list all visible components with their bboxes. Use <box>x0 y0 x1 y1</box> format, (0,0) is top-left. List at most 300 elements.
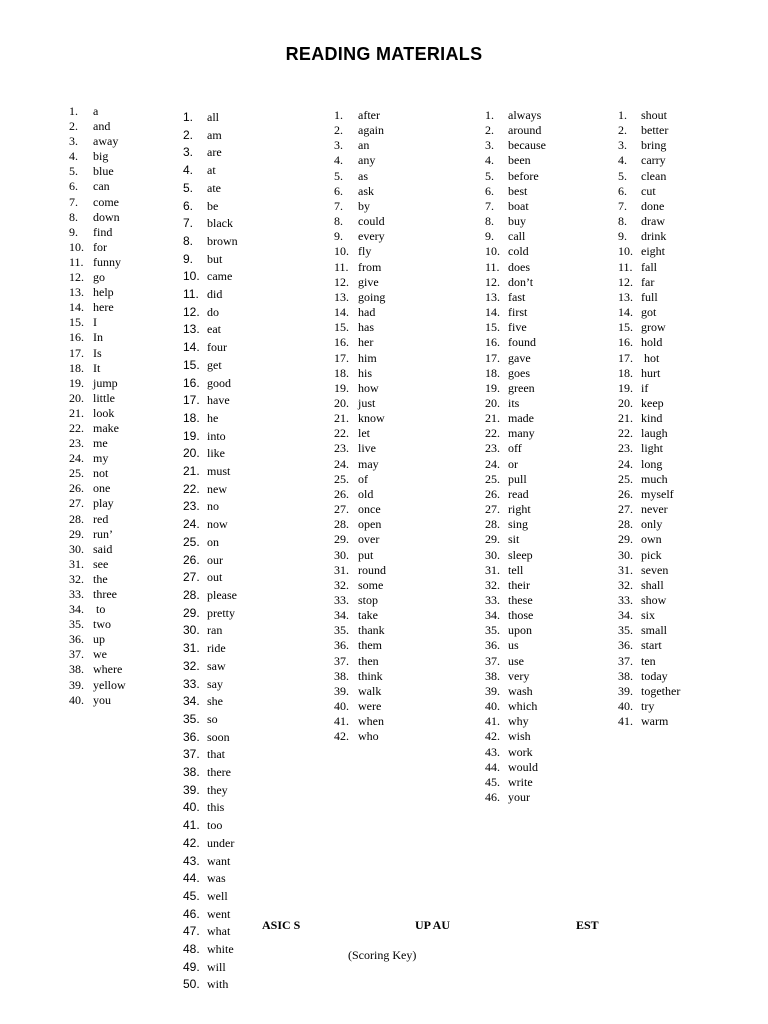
item-word: boat <box>508 198 529 213</box>
item-word: again <box>358 123 384 138</box>
word-list-item <box>485 593 546 608</box>
item-word: his <box>358 365 373 380</box>
word-list-item <box>334 426 386 441</box>
item-word: as <box>358 168 368 183</box>
item-number: 6. <box>618 183 627 198</box>
item-word: eat <box>207 322 221 337</box>
item-word: six <box>641 608 656 623</box>
word-list-item <box>485 153 546 168</box>
item-number: 28. <box>334 517 349 532</box>
item-word: where <box>93 662 123 677</box>
word-list-item <box>485 305 546 320</box>
item-number: 25. <box>334 471 349 486</box>
item-number: 39. <box>334 683 349 698</box>
word-list-item <box>183 622 238 640</box>
word-list-item <box>183 959 238 977</box>
item-number: 26. <box>618 486 633 501</box>
word-list-item <box>485 790 546 805</box>
word-list-item <box>183 941 238 959</box>
item-word: seven <box>641 562 669 577</box>
item-number: 42. <box>183 835 200 850</box>
item-word: that <box>207 747 225 762</box>
item-number: 7. <box>183 216 194 231</box>
item-word: hot <box>641 350 660 365</box>
item-word: may <box>358 456 379 471</box>
item-number: 37. <box>183 747 200 762</box>
item-number: 14. <box>69 300 84 315</box>
word-list-item <box>618 153 680 168</box>
item-word: how <box>358 380 379 395</box>
item-number: 37. <box>485 653 500 668</box>
item-word: use <box>508 653 524 668</box>
item-word: who <box>358 729 379 744</box>
word-list-item <box>485 457 546 472</box>
item-number: 16. <box>183 375 200 390</box>
item-word: hurt <box>641 365 661 380</box>
item-word: us <box>508 638 519 653</box>
item-number: 20. <box>485 395 500 410</box>
item-word: any <box>358 153 376 168</box>
word-list-item <box>334 305 386 320</box>
word-list-item <box>485 578 546 593</box>
item-word: came <box>207 269 233 284</box>
word-list-item <box>183 976 238 994</box>
word-list-item <box>69 270 126 285</box>
word-list-item <box>334 260 386 275</box>
item-word: clean <box>641 168 667 183</box>
item-number: 6. <box>69 179 78 194</box>
item-word: your <box>508 790 530 805</box>
item-number: 23. <box>334 441 349 456</box>
item-number: 31. <box>334 562 349 577</box>
word-list-item <box>183 552 238 570</box>
item-word: first <box>508 305 528 320</box>
item-number: 3. <box>334 138 343 153</box>
item-number: 6. <box>485 183 494 198</box>
item-word: find <box>93 224 113 239</box>
item-word: never <box>641 502 668 517</box>
word-list-item <box>183 251 238 269</box>
item-number: 11. <box>334 259 349 274</box>
word-list-item <box>485 108 546 123</box>
item-word: if <box>641 380 649 395</box>
word-list-item <box>485 729 546 744</box>
item-word: funny <box>93 254 121 269</box>
word-list-item <box>334 669 386 684</box>
word-list-item <box>69 693 126 708</box>
item-number: 19. <box>618 380 633 395</box>
word-list-item <box>69 602 126 617</box>
word-list-item <box>618 169 680 184</box>
item-word: must <box>207 464 231 479</box>
item-number: 5. <box>183 180 194 195</box>
item-word: walk <box>358 683 382 698</box>
item-word: right <box>508 502 531 517</box>
item-number: 1. <box>334 108 343 122</box>
word-list-item <box>334 502 386 517</box>
word-list-item <box>183 428 238 446</box>
item-number: 16. <box>334 335 349 350</box>
item-number: 27. <box>183 570 200 585</box>
word-list-item <box>618 123 680 138</box>
word-list-item <box>485 684 546 699</box>
word-list-item <box>618 244 680 259</box>
footer-heading-fragment-1: ASIC S <box>262 918 301 932</box>
item-number: 31. <box>485 562 500 577</box>
item-number: 39. <box>618 683 633 698</box>
item-number: 2. <box>485 123 494 138</box>
word-list-item <box>183 357 238 375</box>
item-word: ran <box>207 623 223 638</box>
item-number: 34. <box>334 608 349 623</box>
item-number: 46. <box>485 790 500 805</box>
item-word: there <box>207 765 231 780</box>
item-word: carry <box>641 153 666 168</box>
word-list-item <box>618 517 680 532</box>
item-number: 24. <box>618 456 633 471</box>
item-word: to <box>93 602 106 617</box>
item-number: 9. <box>334 229 343 244</box>
item-number: 33. <box>69 587 84 601</box>
item-number: 21. <box>183 464 200 479</box>
item-number: 27. <box>69 496 84 511</box>
item-word: drink <box>641 229 667 244</box>
item-word: only <box>641 517 663 532</box>
item-number: 44. <box>183 871 200 886</box>
item-word: be <box>207 198 219 213</box>
item-number: 37. <box>69 647 84 662</box>
item-word: put <box>358 547 374 562</box>
word-list-item <box>485 502 546 517</box>
item-number: 32. <box>334 577 349 592</box>
item-number: 18. <box>334 365 349 380</box>
item-number: 13. <box>618 289 633 304</box>
item-number: 10. <box>183 269 200 284</box>
word-list-item <box>183 445 238 463</box>
word-list-item <box>618 138 680 153</box>
item-word: two <box>93 617 111 632</box>
item-number: 17. <box>334 350 349 365</box>
word-list-item <box>485 260 546 275</box>
item-word: over <box>358 532 380 547</box>
word-list-item <box>618 487 680 502</box>
word-list-item <box>334 472 386 487</box>
item-word: these <box>508 593 533 607</box>
word-list-item <box>69 406 126 421</box>
word-list-item <box>485 699 546 714</box>
item-word: goes <box>508 365 530 380</box>
item-word: say <box>207 676 223 691</box>
item-number: 18. <box>485 365 500 380</box>
item-word: five <box>508 320 527 335</box>
item-word: pick <box>641 547 662 562</box>
item-word: go <box>93 270 105 285</box>
item-word: its <box>508 395 520 410</box>
item-word: on <box>207 534 219 549</box>
word-list-item <box>618 472 680 487</box>
item-word: and <box>93 119 111 134</box>
word-list-item <box>334 623 386 638</box>
word-list-item <box>334 457 386 472</box>
word-list-item <box>485 138 546 153</box>
item-number: 5. <box>618 168 627 183</box>
word-list-item <box>334 684 386 699</box>
item-word: you <box>93 692 111 707</box>
item-number: 29. <box>183 605 200 620</box>
word-list-item <box>183 835 238 853</box>
item-word: done <box>641 198 665 213</box>
item-word: away <box>93 134 119 149</box>
word-list-item <box>183 410 238 428</box>
item-word: kind <box>641 411 663 426</box>
word-list-item <box>69 240 126 255</box>
item-number: 14. <box>183 340 200 355</box>
item-number: 49. <box>183 959 200 974</box>
word-list-item <box>69 119 126 134</box>
item-word: little <box>93 390 115 405</box>
word-list-item <box>334 396 386 411</box>
item-number: 3. <box>485 138 494 153</box>
word-list-column-5 <box>618 108 680 729</box>
item-word: don’t <box>508 274 534 289</box>
item-number: 1. <box>618 108 627 122</box>
word-list-item <box>485 775 546 790</box>
item-number: 11. <box>618 259 633 274</box>
word-list-item <box>334 729 386 744</box>
item-word: went <box>207 906 231 921</box>
word-list-item <box>485 638 546 653</box>
item-number: 13. <box>69 285 84 300</box>
item-word: so <box>207 711 218 726</box>
word-list-item <box>618 593 680 608</box>
item-number: 34. <box>183 694 200 709</box>
item-number: 39. <box>183 782 200 797</box>
word-list-item <box>485 351 546 366</box>
item-number: 19. <box>69 375 84 390</box>
word-list-item <box>618 623 680 638</box>
word-list-item <box>334 411 386 426</box>
item-word: pretty <box>207 605 235 620</box>
item-word: shout <box>641 108 668 122</box>
item-word: big <box>93 149 109 164</box>
word-list-item <box>69 210 126 225</box>
word-list-item <box>183 321 238 339</box>
item-number: 15. <box>618 320 633 335</box>
item-number: 14. <box>485 305 500 320</box>
word-list-item <box>183 711 238 729</box>
item-number: 3. <box>183 145 194 160</box>
item-number: 28. <box>485 517 500 532</box>
item-number: 2. <box>618 123 627 138</box>
item-number: 7. <box>618 198 627 213</box>
item-number: 7. <box>69 194 78 209</box>
word-list-item <box>183 215 238 233</box>
item-word: found <box>508 335 536 350</box>
item-word: the <box>93 571 108 586</box>
word-list-item <box>485 532 546 547</box>
item-word: no <box>207 499 219 514</box>
word-list-item <box>485 563 546 578</box>
word-list-item <box>183 498 238 516</box>
word-list-item <box>183 587 238 605</box>
word-list-item <box>485 472 546 487</box>
word-list-item <box>183 923 238 941</box>
item-number: 4. <box>69 149 78 164</box>
item-word: eight <box>641 244 665 259</box>
word-list-item <box>485 745 546 760</box>
word-list-item <box>334 517 386 532</box>
word-list-item <box>334 244 386 259</box>
item-word: take <box>358 608 378 623</box>
word-list-item <box>183 109 238 127</box>
item-word: been <box>508 153 531 168</box>
item-number: 25. <box>69 466 84 481</box>
word-list-item <box>183 693 238 711</box>
word-list-item <box>183 658 238 676</box>
word-list-item <box>69 466 126 481</box>
item-word: had <box>358 305 376 320</box>
word-list-item <box>485 381 546 396</box>
item-number: 8. <box>183 233 194 248</box>
word-list-item <box>69 647 126 662</box>
item-word: around <box>508 123 542 138</box>
item-number: 12. <box>69 270 84 285</box>
item-word: In <box>93 330 103 345</box>
word-list-item <box>69 376 126 391</box>
word-list-item <box>334 320 386 335</box>
item-word: does <box>508 259 530 274</box>
item-number: 15. <box>485 320 500 335</box>
item-word: going <box>358 289 386 304</box>
item-number: 12. <box>618 274 633 289</box>
item-number: 24. <box>69 451 84 466</box>
item-number: 38. <box>618 668 633 683</box>
word-list-item <box>183 764 238 782</box>
item-word: has <box>358 320 374 335</box>
word-list-item <box>618 714 680 729</box>
item-word: like <box>207 446 225 461</box>
item-word: have <box>207 393 230 408</box>
item-word: many <box>508 426 535 441</box>
item-number: 38. <box>183 765 200 780</box>
item-number: 4. <box>618 153 627 168</box>
item-word: why <box>508 714 529 729</box>
item-word: today <box>641 668 668 683</box>
item-word: shall <box>641 577 664 592</box>
item-word: bring <box>641 138 667 153</box>
item-word: small <box>641 623 667 638</box>
item-number: 32. <box>485 577 500 592</box>
word-list-item <box>183 180 238 198</box>
item-word: read <box>508 486 529 501</box>
word-list-item <box>485 214 546 229</box>
item-number: 20. <box>618 395 633 410</box>
item-word: pull <box>508 471 527 486</box>
item-number: 38. <box>334 668 349 683</box>
item-word: those <box>508 608 534 623</box>
item-number: 32. <box>69 571 84 586</box>
item-number: 42. <box>334 729 349 744</box>
item-number: 38. <box>485 668 500 683</box>
item-word: into <box>207 428 226 443</box>
item-word: now <box>207 517 228 532</box>
word-list-item <box>183 888 238 906</box>
item-number: 45. <box>183 888 200 903</box>
word-list-item <box>334 275 386 290</box>
item-number: 9. <box>618 229 627 244</box>
item-word: long <box>641 456 663 471</box>
item-word: soon <box>207 729 230 744</box>
word-list-item <box>183 516 238 534</box>
word-list-item <box>69 134 126 149</box>
item-word: under <box>207 835 235 850</box>
item-number: 14. <box>618 305 633 320</box>
word-list-item <box>618 654 680 669</box>
item-word: thank <box>358 623 385 638</box>
item-number: 22. <box>69 420 84 435</box>
item-word: here <box>93 300 114 315</box>
item-number: 41. <box>183 818 200 833</box>
item-number: 34. <box>618 608 633 623</box>
word-list-item <box>334 169 386 184</box>
item-word: of <box>358 471 368 486</box>
word-list-item <box>69 255 126 270</box>
item-word: keep <box>641 395 664 410</box>
item-number: 20. <box>183 446 200 461</box>
item-word: with <box>207 977 229 992</box>
item-word: ate <box>207 180 221 195</box>
word-list-item <box>485 760 546 775</box>
word-list-item <box>183 799 238 817</box>
item-word: green <box>508 380 535 395</box>
word-list-column-2 <box>183 109 238 994</box>
item-number: 30. <box>183 623 200 638</box>
item-word: which <box>508 699 538 714</box>
item-number: 26. <box>183 552 200 567</box>
item-word: an <box>358 138 370 153</box>
item-number: 15. <box>183 357 200 372</box>
item-number: 25. <box>618 471 633 486</box>
item-word: we <box>93 647 107 662</box>
word-list-item <box>69 451 126 466</box>
item-word: write <box>508 774 533 789</box>
item-number: 8. <box>618 214 627 229</box>
item-word: know <box>358 411 385 426</box>
item-number: 2. <box>334 123 343 138</box>
word-list-item <box>485 517 546 532</box>
word-list-item <box>485 669 546 684</box>
item-word: some <box>358 577 384 592</box>
item-number: 41. <box>334 714 349 729</box>
item-word: ask <box>358 183 374 198</box>
item-word: because <box>508 138 546 153</box>
item-word: want <box>207 853 231 868</box>
item-word: got <box>641 305 657 320</box>
item-number: 35. <box>69 617 84 632</box>
item-number: 25. <box>485 471 500 486</box>
item-number: 33. <box>618 593 633 607</box>
page-title: READING MATERIALS <box>285 44 483 64</box>
item-number: 7. <box>485 198 494 213</box>
item-word: run’ <box>93 526 113 541</box>
word-list-item <box>334 578 386 593</box>
word-list-item <box>618 275 680 290</box>
item-word: was <box>207 871 226 886</box>
item-word: start <box>641 638 662 653</box>
item-word: will <box>207 959 226 974</box>
item-word: show <box>641 593 667 607</box>
word-list-item <box>334 108 386 123</box>
